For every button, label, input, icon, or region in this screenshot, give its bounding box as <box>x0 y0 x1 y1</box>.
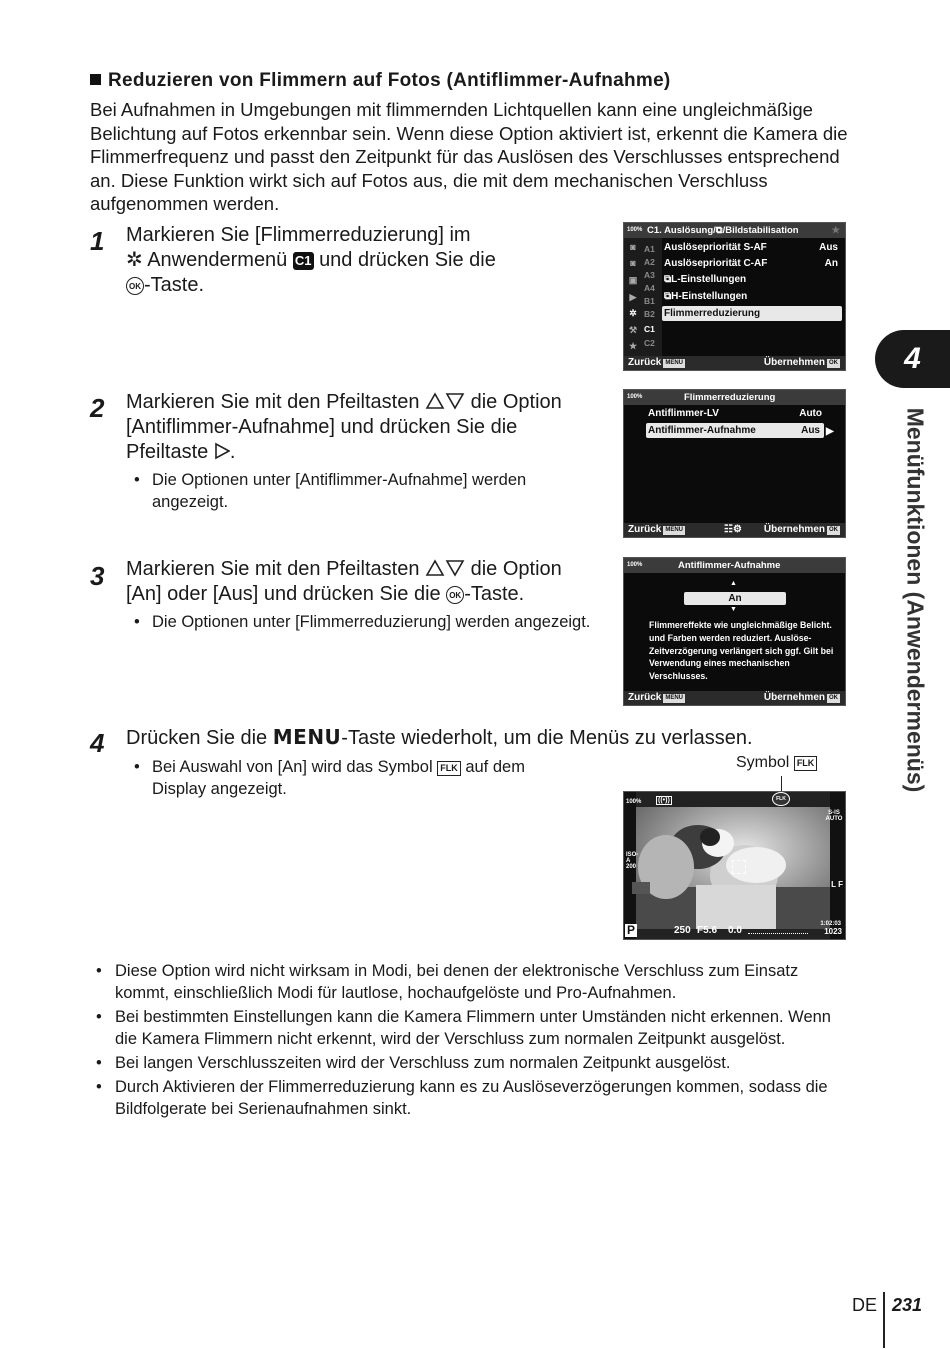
back-button[interactable]: Zurück MENU <box>628 692 684 703</box>
aperture: F5.6 <box>697 925 718 936</box>
drive-mode-icon <box>632 882 650 894</box>
up-down-arrow-icon <box>425 559 465 577</box>
battery-indicator: 100% <box>627 562 643 568</box>
tab-a4[interactable]: A4 <box>644 283 655 293</box>
step-1-text: Markieren Sie [Flimmerreduzierung] im ✲ Anwendermenü C1 und drücken Sie die OK -Taste. <box>126 224 496 296</box>
screen-header: Flimmerreduzierung <box>624 390 845 405</box>
chapter-title: Menüfunktionen (Anwendermenüs) <box>902 407 929 793</box>
tab-b2[interactable]: B2 <box>644 309 655 319</box>
step-3-number: 3 <box>90 561 105 591</box>
camera1-icon: ◙ <box>630 242 636 252</box>
up-arrow-icon: ▲ <box>730 580 737 587</box>
apply-button[interactable]: Übernehmen OK <box>763 357 838 368</box>
gear-icon: ✲ <box>126 249 143 271</box>
flk-icon: FLK <box>794 756 818 771</box>
option-description: Flimmereffekte wie ungleichmäßige Belicht. und Farben werden reduziert. Auslöse-Zeitverzögerung verlängert sich ggf. Gilt bei Verwendung eines mechanischen Verschlusses. <box>649 620 834 682</box>
step-4-text: Drücken Sie die MENU-Taste wiederholt, um die Menüs zu verlassen. <box>126 725 753 749</box>
note-item: • Durch Aktivieren der Flimmerreduzierung kann es zu Auslöseverzögerungen kommen, sodass die Bildfolgerate bei Serienaufnahmen sinkt. <box>90 1076 840 1120</box>
intro-paragraph: Bei Aufnahmen in Umgebungen mit flimmernden Lichtquellen kann eine ungleichmäßige Belichtung auf Fotos erkennbar sein. Wenn diese Option aktiviert ist, erkennt die Kamera die Flimmerfrequenz und passt den Zeitpunkt für das Auslösen des Verschlusses entsprechend an. Diese Funktion wirkt sich auf Fotos aus, die mit dem mechanischen Verschluss aufgenommen werden. <box>90 99 848 214</box>
tab-b1[interactable]: B1 <box>644 296 655 306</box>
camera2-icon: ◙ <box>630 258 636 268</box>
step-2-number: 2 <box>90 393 105 423</box>
up-down-arrow-icon <box>425 392 465 410</box>
custom-gear-icon: ✲ <box>629 308 637 318</box>
camera-screen-antiflicker-shooting <box>623 557 846 706</box>
apply-button[interactable]: Übernehmen OK <box>763 692 838 703</box>
wifi-icon: ((•)) <box>658 797 670 804</box>
menu-row-l-settings[interactable]: ⧉L-Einstellungen <box>664 274 747 285</box>
tab-a1[interactable]: A1 <box>644 244 655 254</box>
playback-icon: ▶ <box>629 292 637 302</box>
c1-icon: C1 <box>294 253 312 268</box>
flk-icon: FLK <box>437 761 461 776</box>
menu-row-sAF[interactable]: Auslösepriorität S-AF Aus <box>664 242 838 253</box>
screen-footer <box>624 691 845 705</box>
tab-a3[interactable]: A3 <box>644 270 655 280</box>
step-3-text: Markieren Sie mit den Pfeiltasten die Option [An] oder [Aus] und drücken Sie die OK -Taste. • Die Optionen unter [Flimmerreduzierung] werden angezeigt. <box>126 557 601 633</box>
drive-icon: ⧉ <box>715 225 723 236</box>
shooting-mode: P <box>627 923 636 937</box>
footer-divider <box>883 1292 885 1348</box>
menu-sidebar <box>624 238 662 356</box>
step-2-note: • Die Optionen unter [Antiflimmer-Aufnahme] werden angezeigt. <box>126 469 601 513</box>
camera-screen-flicker-reduction <box>623 389 846 538</box>
back-button[interactable]: Zurück MENU <box>628 357 684 368</box>
shots-remaining: 1023 <box>824 927 842 936</box>
option-value[interactable]: An <box>684 592 786 605</box>
step-3-note: • Die Optionen unter [Flimmerreduzierung] werden angezeigt. <box>126 611 601 633</box>
exposure-scale <box>748 932 808 934</box>
footer-language: DE <box>852 1295 878 1315</box>
screen-header: Antiflimmer-Aufnahme <box>624 558 845 573</box>
menu-row-flicker-reduction[interactable]: Flimmerreduzierung <box>662 306 842 321</box>
step-1-number: 1 <box>90 226 105 256</box>
menu-row-antiflicker-shooting[interactable]: Antiflimmer-Aufnahme Aus <box>646 423 824 438</box>
step-4-note: • Bei Auswahl von [An] wird das Symbol FLK auf dem Display angezeigt. <box>126 752 576 800</box>
screen-footer <box>624 356 845 370</box>
down-arrow-icon: ▼ <box>730 606 737 613</box>
section-title: Reduzieren von Flimmern auf Fotos (Antiflimmer-Aufnahme) <box>90 70 671 92</box>
flk-indicator-icon: FLK <box>772 792 790 806</box>
step-4-number: 4 <box>90 728 105 758</box>
note-item: • Bei bestimmten Einstellungen kann die Kamera Flimmern unter Umständen nicht erkennen. Wenn die Kamera Flimmern nicht erkennt, wird der Verschluss zum normalen Zeitpunkt ausgelöst. <box>90 1006 840 1050</box>
notes-list <box>90 960 840 1122</box>
step-2-text: Markieren Sie mit den Pfeiltasten die Option [Antiflimmer-Aufnahme] und drücken Sie die Pfeiltaste . • Die Optionen unter [Antiflimmer-Aufnahme] werden angezeigt. <box>126 390 601 513</box>
menu-row-h-settings[interactable]: ⧉H-Einstellungen <box>664 291 748 302</box>
af-target-icon <box>732 860 746 874</box>
tab-c1[interactable]: C1 <box>644 324 655 334</box>
drive-icon: ⧉ <box>664 274 672 285</box>
camera-screen-custom-menu <box>623 222 846 371</box>
screen-header: C1. Auslösung/⧉/Bildstabilisation ★ <box>624 223 845 238</box>
iso-indicator: ISO-A 200 <box>626 852 639 870</box>
camera-live-view <box>623 791 846 940</box>
ok-button-icon: OK <box>446 586 464 604</box>
symbol-callout: Symbol FLK <box>736 754 817 772</box>
battery-indicator: 100% <box>626 799 642 805</box>
shutter-speed: 250 <box>674 925 691 936</box>
settings-icon: ☷⚙ <box>724 524 742 535</box>
image-size-indicator: L F <box>831 880 843 889</box>
menu-row-antiflicker-lv[interactable]: Antiflimmer-LV Auto <box>648 408 822 419</box>
tab-a2[interactable]: A2 <box>644 257 655 267</box>
right-arrow-icon <box>214 442 230 460</box>
ok-button-icon: OK <box>126 277 144 295</box>
screen-footer <box>624 523 845 537</box>
drive-icon: ⧉ <box>664 291 672 302</box>
star-icon: ★ <box>831 225 840 236</box>
menu-key-label: MENU <box>272 725 342 749</box>
tab-c2[interactable]: C2 <box>644 338 655 348</box>
video-icon: ▣ <box>628 275 638 285</box>
note-item: • Bei langen Verschlusszeiten wird der Verschluss zum normalen Zeitpunkt ausgelöst. <box>90 1052 840 1074</box>
page-number: 231 <box>892 1295 923 1315</box>
menu-row-cAF[interactable]: Auslösepriorität C-AF An <box>664 258 838 269</box>
setup-wrench-icon: ⚒ <box>628 325 638 335</box>
exposure-comp: 0.0 <box>728 925 742 936</box>
back-button[interactable]: Zurück MENU <box>628 524 684 535</box>
mymenu-star-icon: ★ <box>628 341 638 351</box>
submenu-arrow-icon: ▶ <box>826 426 834 437</box>
note-item: • Diese Option wird nicht wirksam in Modi, bei denen der elektronische Verschluss zum Einsatz kommt, einschließlich Modi für lautlose, hochaufgelöste und Pro-Aufnahmen. <box>90 960 840 1004</box>
chapter-number-tab: 4 <box>875 330 950 388</box>
apply-button[interactable]: Übernehmen OK <box>763 524 838 535</box>
recording-time: 1:02:03 <box>820 921 841 927</box>
battery-indicator: 100% <box>627 394 643 400</box>
battery-indicator: 100% <box>627 227 643 233</box>
wb-indicator: S-IS AUTO <box>825 810 843 822</box>
